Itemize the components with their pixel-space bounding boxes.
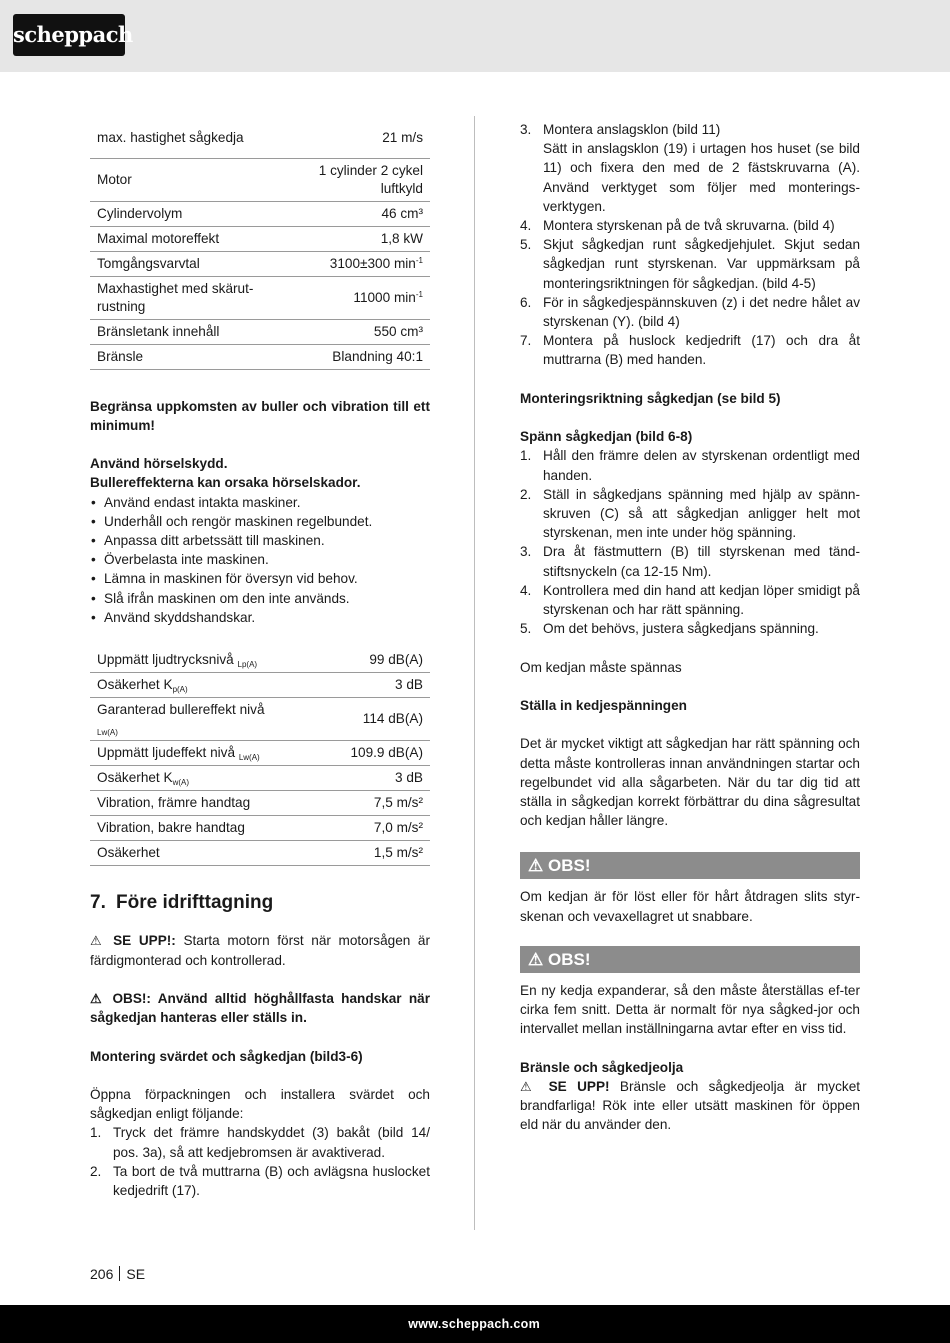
sound-row: [90, 673, 430, 698]
sound-label-text: Osäkerhet K: [97, 770, 173, 786]
step-text: Sätt in anslagsklon (19) i urtagen hos huset (se bild 11) och fixera den med de 2 fästskruvarna (A). Använd verktyget som följer med monterings-verktygen.: [543, 141, 860, 214]
hearing-protection-line: Använd hörselskydd.: [90, 456, 228, 472]
step-text: Ställ in sågkedjans spänning med hjälp av spänn-skruven (C) så att sågkedjan anligger helt mot styrskenan, men inte under hög spänning.: [543, 486, 860, 541]
sound-row: [90, 741, 430, 766]
spec-label: Bränsletank innehåll: [90, 319, 277, 344]
obs-banner: [520, 852, 860, 879]
list-item: • Lämna in maskinen för översyn vid behov.: [90, 569, 430, 588]
obs1-text: Om kedjan är för löst eller för hårt åtdragen slits styr-skenan och vevaxellagret ut snabbare.: [520, 889, 860, 924]
retension-text: Om kedjan måste spännas: [520, 659, 682, 675]
sound-label: Osäkerhet: [90, 841, 277, 866]
step-text: Kontrollera med din hand att kedjan löper smidigt på styrskenan och har rätt spänning.: [543, 582, 860, 618]
left-column: [90, 118, 430, 1200]
fuel-text: Bränsle och sågkedjeolja är mycket brandfarliga! Rök inte eller utsätt maskinen för öppen eld när du använder den.: [520, 1078, 861, 1133]
list-item: [520, 293, 860, 331]
list-item: • Underhåll och rengör maskinen regelbundet.: [90, 512, 430, 531]
spec-row: [90, 118, 430, 158]
spec-label: Tomgångsvarvtal: [90, 251, 277, 276]
list-item: [520, 485, 860, 543]
sound-label-sub: Lw(A): [97, 728, 118, 738]
column-divider: [474, 116, 475, 1230]
step-text: Ta bort de två muttrarna (B) och avlägsna huslocket kedjedrift (17).: [113, 1163, 430, 1199]
spec-value-text: 3100±300 min: [329, 255, 416, 271]
fuel-caution-label: SE UPP!: [548, 1078, 610, 1094]
language-code: SE: [126, 1266, 146, 1282]
step-number: 7.: [520, 333, 532, 349]
step-number: 5.: [520, 237, 532, 253]
warning-icon: ⚠: [90, 991, 106, 1007]
list-item: [520, 446, 860, 484]
list-item: [520, 619, 860, 638]
step-number: 2.: [520, 486, 532, 502]
step-text: Om det behövs, justera sågkedjans spänning.: [543, 621, 819, 637]
mount-step-list: [90, 1123, 430, 1200]
list-item: [520, 581, 860, 619]
step-number: 2.: [90, 1163, 102, 1179]
fuel-heading: Bränsle och sågkedjeolja: [520, 1059, 684, 1075]
list-item: [520, 542, 860, 580]
spec-label: Bränsle: [90, 344, 277, 369]
step-text: Tryck det främre handskyddet (3) bakåt (bild 14/ pos. 3a), så att kedjebromsen är avaktiverad.: [113, 1125, 430, 1160]
sound-row: [90, 791, 430, 816]
warning-icon: ⚠: [528, 856, 544, 876]
spec-row: [90, 276, 430, 319]
sound-row: [90, 816, 430, 841]
fuel-paragraph: [520, 1077, 860, 1135]
adjust-heading: Ställa in kedjespänningen: [520, 698, 687, 714]
list-item: [520, 216, 860, 235]
assembly-step-list: [520, 120, 860, 370]
sound-row: [90, 698, 430, 741]
sound-label: [90, 698, 277, 741]
step-number: 1.: [90, 1125, 102, 1141]
sound-value: 7,5 m/s²: [277, 791, 430, 816]
step-text: Montera på huslock kedjedrift (17) och dra åt muttrarna (B) med handen.: [543, 333, 860, 368]
caution-label: SE UPP!:: [113, 933, 176, 949]
tension-heading: Spänn sågkedjan (bild 6-8): [520, 429, 693, 445]
spec-value: 46 cm³: [277, 201, 430, 226]
caution-paragraph: [90, 931, 430, 969]
step-text: Håll den främre delen av styrskenan ordentligt med handen.: [543, 448, 860, 483]
spec-row: [90, 226, 430, 251]
page-number-area: [90, 1265, 145, 1284]
sound-label-sub: w(A): [172, 778, 190, 788]
list-item: • Slå ifrån maskinen om den inte används.: [90, 589, 430, 608]
obs-banner: [520, 946, 860, 973]
brand-logo-text: scheppach: [13, 22, 133, 47]
brand-logo: [13, 14, 133, 56]
sound-label: [90, 673, 277, 698]
sound-value: 3 dB: [277, 766, 430, 791]
sound-value: 1,5 m/s²: [277, 841, 430, 866]
header-bar: [0, 0, 950, 72]
warning-icon: ⚠: [90, 933, 106, 949]
spec-row: [90, 158, 430, 201]
sound-label-text: Uppmätt ljudeffekt nivå: [97, 745, 236, 761]
direction-heading: Monteringsriktning sågkedjan (se bild 5): [520, 390, 781, 406]
sound-label-text: Uppmätt ljudtrycksnivå: [97, 652, 234, 668]
caution-text: Starta motorn först när motorsågen är färdigmonterad och kontrollerad.: [90, 933, 431, 968]
obs-banner-title: OBS!: [547, 949, 591, 969]
step-number: 5.: [520, 621, 532, 637]
noise-heading: Begränsa uppkomsten av buller och vibration till ett minimum!: [90, 398, 430, 433]
step-number: 6.: [520, 294, 532, 310]
spec-row: [90, 319, 430, 344]
step-text: Montera styrskenan på de två skruvarna. (bild 4): [543, 218, 835, 234]
spec-value-sup: -1: [415, 255, 423, 265]
step-number: 4.: [520, 582, 532, 598]
sound-value: 109.9 dB(A): [277, 741, 430, 766]
spec-value: Blandning 40:1: [277, 344, 430, 369]
sound-value: 99 dB(A): [277, 648, 430, 673]
sound-row: [90, 648, 430, 673]
obs-text: OBS!: Använd alltid höghållfasta handskar när sågkedjan hanteras eller ställs in.: [90, 991, 431, 1026]
step-number: 3.: [520, 544, 532, 560]
spec-row: [90, 201, 430, 226]
spec-label: Cylindervolym: [90, 201, 277, 226]
spec-value: 21 m/s: [277, 118, 430, 158]
spec-value: 1 cylinder 2 cykel luftkyld: [277, 158, 430, 201]
footer-url: www.scheppach.com: [408, 1317, 540, 1331]
spec-value: 1,8 kW: [277, 226, 430, 251]
step-text: Montera anslagsklon (bild 11): [543, 122, 721, 137]
sound-row: [90, 841, 430, 866]
section-number: 7.: [90, 892, 106, 914]
spec-label: Maxhastighet med skärut-rustning: [90, 276, 277, 319]
right-column: [520, 120, 860, 1134]
step-text: Dra åt fästmuttern (B) till styrskenan med tänd-stiftsnyckeln (ca 12-15 Nm).: [543, 544, 860, 579]
obs2-text: En ny kedja expanderar, så den måste återställas ef-ter cirka fem snitt. Detta är normalt för nya sågked-jor och intervallet mellan inställningarna avtar efter en viss tid.: [520, 982, 860, 1037]
sound-table: [90, 648, 430, 867]
spec-value-text: 11000 min: [353, 289, 416, 305]
sound-label-text: Garanterad bullereffekt nivå: [97, 702, 265, 718]
spec-value-sup: -1: [415, 289, 423, 299]
list-item: [520, 235, 860, 293]
step-number: 3.: [520, 122, 532, 137]
list-item: • Överbelasta inte maskinen.: [90, 550, 430, 569]
page-number: 206: [90, 1266, 114, 1282]
spec-value: 550 cm³: [277, 319, 430, 344]
list-item: [90, 1162, 430, 1200]
spec-label: max. hastighet sågkedja: [90, 118, 277, 158]
page-number-separator: [119, 1266, 120, 1281]
spec-table: [90, 118, 430, 370]
footer-bar: [0, 1305, 950, 1343]
step-number: 4.: [520, 218, 532, 234]
step-number: 1.: [520, 448, 532, 464]
sound-label-sub: Lw(A): [238, 753, 260, 763]
list-item: • Använd endast intakta maskiner.: [90, 493, 430, 512]
sound-value: 3 dB: [277, 673, 430, 698]
spec-row: [90, 251, 430, 276]
spec-label: Motor: [90, 158, 277, 201]
spec-label: Maximal motoreffekt: [90, 226, 277, 251]
section-heading: [90, 890, 430, 916]
obs-paragraph: [90, 989, 430, 1027]
list-item: [90, 1123, 430, 1161]
sound-label-sub: Lp(A): [237, 660, 258, 670]
spec-row: [90, 344, 430, 369]
step-text: För in sågkedjespännskuven (z) i det nedre hålet av styrskenan (Y). (bild 4): [543, 294, 860, 330]
step-text: Skjut sågkedjan runt sågkedjehjulet. Skjut sedan sågkedjan runt styrskenan. Var uppmärksam på monteringsriktningen för sågkedjan. (bild 4-5): [543, 237, 860, 291]
tension-step-list: [520, 446, 860, 638]
warning-icon: ⚠: [528, 949, 544, 969]
sound-label: Vibration, främre handtag: [90, 791, 277, 816]
list-item: • Anpassa ditt arbetssätt till maskinen.: [90, 531, 430, 550]
spec-value: [277, 276, 430, 319]
sound-value: 114 dB(A): [277, 698, 430, 741]
mount-heading: Montering svärdet och sågkedjan (bild3-6): [90, 1048, 363, 1064]
sound-label: [90, 741, 277, 766]
list-item: [520, 120, 860, 139]
noise-bullet-list: [90, 493, 430, 627]
spec-value: [277, 251, 430, 276]
mount-intro: Öppna förpackningen och installera svärdet och sågkedjan enligt följande:: [90, 1087, 430, 1122]
warning-icon: ⚠: [520, 1078, 539, 1094]
adjust-text: Det är mycket viktigt att sågkedjan har rätt spänning och detta måste kontrolleras innan användningen startar och regelbundet vid alla sågarbeten. När du tar dig tid att ställa in sågkedjan korrekt förbättrar du dina sågresultat och kedjan håller längre.: [520, 736, 860, 829]
list-item: • Använd skyddshandskar.: [90, 608, 430, 627]
hearing-damage-line: Bullereffekterna kan orsaka hörselskador.: [90, 475, 361, 491]
sound-value: 7,0 m/s²: [277, 816, 430, 841]
list-item: [520, 331, 860, 369]
sound-label: [90, 648, 277, 673]
sound-row: [90, 766, 430, 791]
section-title: Före idrifttagning: [116, 892, 274, 914]
sound-label: [90, 766, 277, 791]
sound-label-sub: p(A): [172, 685, 188, 695]
sound-label-text: Osäkerhet K: [97, 677, 173, 693]
obs-banner-title: OBS!: [547, 856, 591, 876]
list-item: [520, 139, 860, 216]
sound-label: Vibration, bakre handtag: [90, 816, 277, 841]
